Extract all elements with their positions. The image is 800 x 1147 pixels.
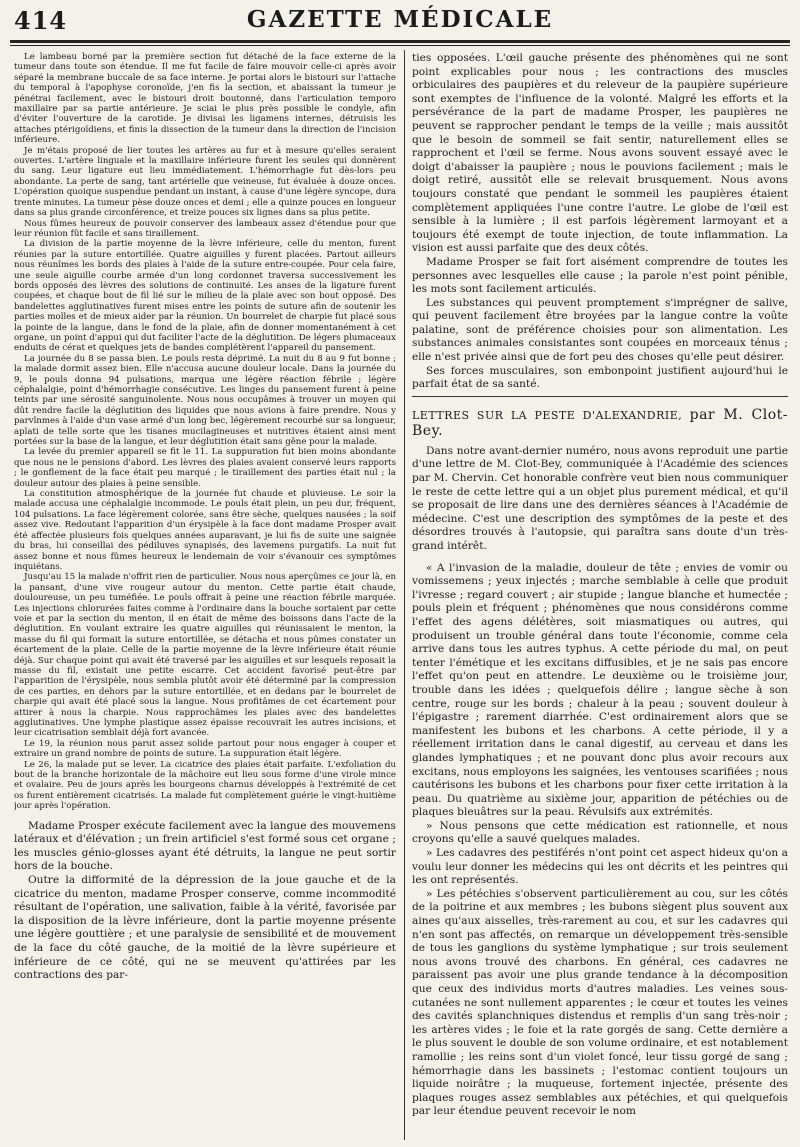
header-rule-thin	[10, 45, 790, 46]
right-column	[412, 52, 788, 1142]
paragraph: La journée du 8 se passa bien. Le pouls resta déprimé. La nuit du 8 au 9 fut bonne ; la malade dormit assez bien. Elle n'accusa aucune douleur locale. Dans la journée du 9, le pouls donna 94 pulsations, marqua une légère réaction fébrile ; légère céphalalgie, point d'hémorrhagie consécutive. Les linges du pansement furent à peine teints par une sérosité sanguinolente. Nous nous occupâmes à trouver un moyen qui dût rendre facile la déglutition des liquides que nous avions à faire prendre. Nous y parvînmes à l'aide d'un vase armé d'un long bec, légèrement recourbé sur sa longueur, aplati de telle sorte que les tisanes mucilagineuses et nutritives étaient ainsi ment portées sur la base de la langue, et leur déglutition était sans gêne pour la malade.	[14, 353, 396, 448]
paragraph: Dans notre avant-dernier numéro, nous avons reproduit une partie d'une lettre de M. Clot-Bey, communiquée à l'Académie des sciences par M. Chervin. Cet honorable confrère veut bien nous communiquer le reste de cette lettre qui a un objet plus purement médical, et qu'il se proposait de lire dans une des dernières séances à l'Académie de médecine. C'est une description des symptômes de la peste et des désordres trouvés à l'autopsie, qui paraîtra sans doute d'un très-grand intérêt.	[412, 444, 788, 552]
paragraph: Outre la difformité de la dépression de la joue gauche et de la cicatrice du menton, madame Prosper conserve, comme incommodité résultant de l'opération, une salivation, faible à la vérité, favorisée par la disposition de la lèvre inférieure, dont la partie moyenne présente une légère gouttière ; et une paralysie de sensibilité et de mouvement de la face du côté gauche, de la moitié de la lèvre supérieure et inférieure de ce côté, qui ne se meuvent qu'attirées par les contractions des par-	[14, 874, 396, 982]
article-body	[412, 445, 788, 1119]
article-title: LETTRES SUR LA PESTE D'ALEXANDRIE,	[412, 408, 683, 422]
journal-title: GAZETTE MÉDICALE	[246, 6, 554, 33]
paragraph: Le 26, la malade put se lever. La cicatrice des plaies était parfaite. L'exfoliation du bout de la branche horizontale de la mâchoire eut lieu sous forme d'une virole mince et ovalaire. Peu de jours après les bourgeons charnus développés à l'extrémité de cet os furent entièrement cicatrisés. La malade fut complètement guérie le vingt-huitième jour après l'opération.	[14, 759, 396, 812]
paragraph: » Les pétéchies s'observent particulièrement au cou, sur les côtés de la poitrine et aux membres ; les bubons siègent plus souvent aux aines qu'aux aisselles, très-rarement au cou, et sur les cadavres qui n'en sont pas affectés, on remarque un développement très-sensible de tous les ganglions du système lymphatique ; sur trois seulement nous avons trouvé des charbons. En général, ces cadavres ne paraissent pas avoir une plus grande tendance à la décomposition que ceux des individus morts d'autres maladies. Les veines sous-cutanées ne sont nullement apparentes ; le cœur et toutes les veines des cavités splanchniques distendus et remplis d'un sang très-noir ; les artères vides ; le foie et la rate gorgés de sang. Cette dernière a le plus souvent le double de son volume ordinaire, et est notablement ramollie ; les reins sont d'un violet foncé, leur tissu gorgé de sang ; hémorrhagie dans les bassinets ; l'estomac contient toujours un liquide noirâtre ; la muqueuse, fortement injectée, présente des plaques rouges assez semblables aux pétéchies, et qui quelquefois par leur étendue peuvent recevoir le nom	[412, 887, 788, 1118]
paragraph: Le lambeau borné par la première section fut détaché de la face externe de la tumeur dans toute son étendue. Il me fut facile de faire mouvoir celle-ci après avoir séparé la membrane buccale de sa face interne. Je portai alors le bistouri sur l'attache du temporal à l'apophyse coronoïde, j'en fis la section, et abaissant la tumeur je pénétrai facilement, avec le bistouri droit boutonné, dans l'articulation temporo maxillaire par sa partie antérieure. Je sciai le plus près possible le condyle, afin d'éviter l'ouverture de la carotide. Je divisai les ligamens internes, détruisis les attaches ptérigoïdiens, et finis la dissection de la tumeur dans la direction de l'incision inférieure.	[14, 52, 396, 146]
paragraph: » Nous pensons que cette médication est rationnelle, et nous croyons qu'elle a sauvé quelques malades.	[412, 819, 788, 846]
paragraph: Nous fûmes heureux de pouvoir conserver des lambeaux assez d'étendue pour que leur réunion fût facile et sans tiraillement.	[14, 218, 396, 239]
page-header	[10, 4, 790, 40]
paragraph: Les substances qui peuvent promptement s'imprégner de salive, qui peuvent facilement être broyées par la langue contre la voûte palatine, sont de préférence choisies pour son alimentation. Les substances animales consistantes sont coupées en morceaux ténus ; elle n'est privée ainsi que de fort peu des choses qu'elle peut désirer.	[412, 296, 788, 364]
paragraph: » Les cadavres des pestiférés n'ont point cet aspect hideux qu'on a voulu leur donner les médecins qui les ont décrits et les peintres qui les ont représentés.	[412, 847, 788, 887]
paragraph: ties opposées. L'œil gauche présente des phénomènes qui ne sont point explicables pour nous ; les contractions des muscles orbiculaires des paupières et du releveur de la paupière supérieure sont exemptes de l'influence de la volonté. Malgré les efforts et la persévérance de la part de madame Prosper, les paupières ne peuvent se rapprocher pendant le temps de la veille ; mais aussitôt que le besoin de sommeil se fait sentir, naturellement elles se rapprochent et l'œil se ferme. Nous avons souvent essayé avec le doigt d'abaisser la paupière ; nous le pouvions facilement ; mais le doigt retiré, aussitôt elle se relevait brusquement. Nous avons toujours constaté que pendant le sommeil les paupières étaient complètement appliquées l'une contre l'autre. Le globe de l'œil est sensible à la lumière ; il est parfois légèrement larmoyant et a toujours été exempt de toute injection, de toute inflammation. La vision est aussi parfaite que des deux côtés.	[412, 52, 788, 255]
paragraph: La constitution atmosphérique de la journée fut chaude et pluvieuse. Le soir la malade accusa une céphalalgie incommode. Le pouls était plein, un peu dur, fréquent, 104 pulsations. La face légèrement colorée, sans être sèche, quelques nausées ; la soif assez vive. Redoutant l'apparition d'un érysipèle à la face dont madame Prosper avait été affectée plusieurs fois quelques années auparavant, je lui fis de suite une saignée du bras, lui conseillai des pédiluves synapisés, des lavemens purgatifs. La nuit fut assez bonne et nous fûmes heureux le lendemain de voir s'évanouir ces symptômes inquiétans.	[14, 489, 396, 572]
article-author: par M. Clot-Bey.	[412, 406, 788, 439]
paragraph: « A l'invasion de la maladie, douleur de tête ; envies de vomir ou vomissemens ; yeux injectés ; marche semblable à celle que produit l'ivresse ; regard couvert ; air stupide ; langue blanche et humectée ; pouls plein et fréquent ; phénomènes que nous considérons comme l'effet des agens délétères, soit miasmatiques ou autres, qui produisent un trouble général dans toute l'économie, comme cela arrive dans tous les autres typhus. A cette période du mal, on peut tenter l'émétique et les excitans diffusibles, et je ne sais pas encore l'effet qu'on peut en attendre. Le deuxième ou le troisième jour, trouble dans les idées ; quelquefois délire ; langue sèche à son centre, rouge sur les bords ; chaleur à la peau ; souvent douleur à l'épigastre ; rarement diarrhée. C'est ordinairement alors que se manifestent les bubons et les charbons. A cette période, il y a réellement irritation dans le canal digestif, au cerveau et dans les glandes lymphatiques ; et ne pouvant donc plus avoir recours aux excitans, nous employons les saignées, les ventouses scarifiées ; nous cautérisons les bubons et les charbons pour fixer cette irritation à la peau. Du quatrième au sixième jour, apparition de pétéchies ou de plaques bleuâtres sur la peau. Révulsifs aux extrémités.	[412, 561, 788, 819]
column-divider	[404, 50, 405, 1140]
page-number: 414	[14, 6, 68, 35]
paragraph: Madame Prosper se fait fort aisément comprendre de toutes les personnes avec lesquelles elle cause ; la parole n'est point pénible, les mots sont facilement articulés.	[412, 255, 788, 296]
paragraph: Le 19, la réunion nous parut assez solide partout pour nous engager à couper et extraire un grand nombre de points de suture. La suppuration était légère.	[14, 738, 396, 760]
paragraph: La levée du premier appareil se fit le 11. La suppuration fut bien moins abondante que nous ne le pensions d'abord. Les lèvres des plaies avaient conservé leurs rapports ; le gonflement de la face était peu marqué ; le tiraillement des parties était nul ; la douleur autour des plaies à peine sensible.	[14, 447, 396, 489]
paragraph: La division de la partie moyenne de la lèvre inférieure, celle du menton, furent réunies par la suture entortillée. Quatre aiguilles y furent placées. Partout ailleurs nous réunîmes les bords des plaies à l'aide de la suture entre-coupée. Pour cela faire, une seule aiguille courbe armée d'un long cordonnet traversa successivement les bords opposés des lèvres des solutions de continuité. Les anses de la ligature furent coupées, et chaque bout de fil lié sur le milieu de la plaie avec son bout opposé. Des bandelettes agglutinatives furent mises entre les points de suture afin de soutenir les parties molles et de mieux aider par la réunion. Un bourrelet de charpie fut placé sous la pointe de la langue, dans le fond de la plaie, afin de donner momentanément à cet organe, un point d'appui qui dut faciliter l'acte de la déglutition. De légers plumaceaux enduits de cérat et quelques jets de bandes complétèrent l'appareil du pansement.	[14, 239, 396, 354]
paragraph: Ses forces musculaires, son embonpoint justifient aujourd'hui le parfait état de sa santé.	[412, 364, 788, 391]
paragraph: Jusqu'au 15 la malade n'offrit rien de particulier. Nous nous aperçûmes ce jour là, en la pansant, d'une vive rougeur autour du menton. Cette partie était chaude, douloureuse, un peu tuméfiée. Le pouls offrait à peine une réaction fébrile marquée. Les injections chlorurées faites comme à l'ordinaire dans la bouche sortaient par cette voie et par la section du menton, il en était de même des boissons dans l'acte de la déglutition. En voulant extraire les quatre aiguilles qui réunissaient le menton, la masse du fil qui formait la suture entortillée, se détacha et nous pûmes constater un écartement de la plaie. Celle de la partie moyenne de la lèvre inférieure était réunie déjà. Sur chaque point qui avait été traversé par les aiguilles et sur lesquels reposait la masse du fil, existait une petite escarre. Cet accident favorisé peut-être par l'apparition de l'érysipèle, nous sembla plutôt avoir été déterminé par la compression de ces parties, en dehors par la suture entortillée, et en dedans par le bourrelet de charpie qui avait été placé sous la langue. Nous profitâmes de cet écartement pour attirer à nous la charpie. Nous rapprochâmes les plaies avec des bandelettes agglutinatives. Une lymphe plastique assez épaisse recouvrait les autres incisions, et leur cicatrisation semblait déjà fort avancée.	[14, 572, 396, 739]
paragraph: Je m'étais proposé de lier toutes les artères au fur et à mesure qu'elles seraient ouvertes. L'artère linguale et la maxillaire inférieure furent les seules qui donnèrent du sang. Leur ligature eut lieu immédiatement. L'hémorrhagie fut dès-lors peu abondante. La perte de sang, tant artérielle que veineuse, fut évaluée à douze onces. L'opération quoique suspendue pendant un instant, à cause d'une légère syncope, dura trente minutes. La tumeur pèse douze onces et demi ; elle a quinze pouces en longueur dans sa plus grande circonférence, et treize pouces six lignes dans sa plus petite.	[14, 145, 396, 219]
header-rule-thick	[10, 40, 790, 43]
case-report-small-print	[14, 52, 396, 812]
case-report-continuation	[412, 52, 788, 392]
left-column	[14, 52, 396, 1142]
case-report-conclusion	[14, 820, 396, 983]
article-heading	[412, 396, 788, 439]
paragraph: Madame Prosper exécute facilement avec la langue des mouvemens latéraux et d'élévation ; un frein artificiel s'est formé sous cet organe ; les muscles génio-glosses ayant été détruits, la langue ne peut sortir hors de la bouche.	[14, 819, 396, 873]
